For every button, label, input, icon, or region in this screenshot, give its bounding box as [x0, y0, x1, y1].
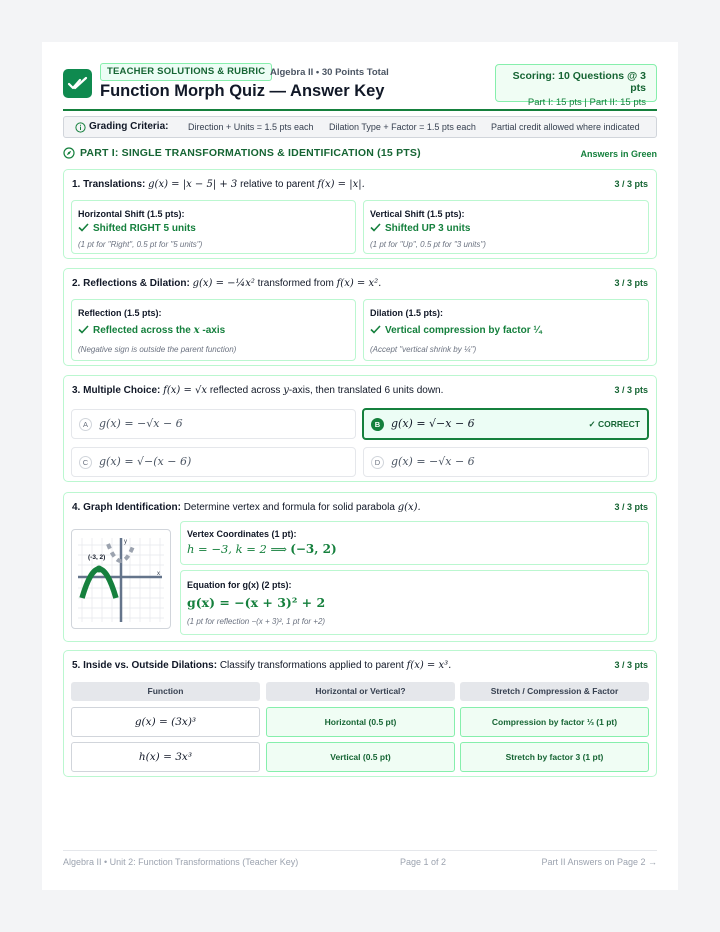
- svg-text:(-3, 2): (-3, 2): [88, 554, 106, 561]
- table-cell-function: g(x) = (3x)³: [71, 707, 260, 737]
- footer-course: Algebra II • Unit 2: Function Transformations (Teacher Key): [63, 857, 299, 867]
- question-3-points: 3 / 3 pts: [614, 385, 648, 395]
- criteria-item: Direction + Units = 1.5 pts each: [188, 122, 314, 132]
- vertex-values: h = −3, k = 2 ⟹: [187, 542, 287, 556]
- question-4-points: 3 / 3 pts: [614, 502, 648, 512]
- column-header: Function: [71, 682, 260, 701]
- question-1-card: [63, 169, 657, 259]
- column-header: Stretch / Compression & Factor: [460, 682, 649, 701]
- next-page-note: Part II Answers on Page 2 →: [541, 857, 657, 867]
- option-a: A g(x) = −√x − 6: [71, 409, 356, 439]
- check-icon: [78, 223, 89, 232]
- question-3-prompt: 3. Multiple Choice: f(x) = √x reflected across y-axis, then translated 6 units down.: [72, 385, 444, 396]
- table-cell-direction: Horizontal (0.5 pt): [266, 707, 455, 737]
- header-divider: [63, 109, 657, 111]
- option-c: C g(x) = √−(x − 6): [71, 447, 356, 477]
- question-5-card: [63, 650, 657, 777]
- criteria-item: Partial credit allowed where indicated: [491, 122, 640, 132]
- parabola-graph: [71, 529, 171, 629]
- option-d: D g(x) = −√x − 6: [363, 447, 649, 477]
- criteria-item: Dilation Type + Factor = 1.5 pts each: [329, 122, 476, 132]
- question-3-card: [63, 375, 657, 482]
- question-1-prompt: 1. Translations: g(x) = |x − 5| + 3 relative to parent f(x) = |x|.: [72, 179, 365, 190]
- course-info: Algebra II • 30 Points Total: [270, 67, 389, 78]
- check-icon: [78, 325, 89, 334]
- equation-answer-box: Equation for g(x) (2 pts): g(x) = −(x + 3)² + 2 (1 pt for reflection −(x + 3)², 1 pt for +2): [180, 570, 649, 635]
- document-title: Function Morph Quiz — Answer Key: [100, 82, 385, 100]
- vertex-answer-box: Vertex Coordinates (1 pt): h = −3, k = 2 ⟹ (−3, 2): [180, 521, 649, 565]
- table-cell-factor: Compression by factor ⅓ (1 pt): [460, 707, 649, 737]
- page-number: Page 1 of 2: [400, 857, 447, 867]
- question-4-prompt: 4. Graph Identification: Determine vertex and formula for solid parabola g(x).: [72, 502, 421, 513]
- teacher-badge: TEACHER SOLUTIONS & RUBRIC: [100, 63, 272, 81]
- question-4-card: [63, 492, 657, 642]
- svg-text:x: x: [157, 571, 160, 577]
- correct-tag: ✓ CORRECT: [588, 419, 640, 429]
- scoring-title: Scoring: 10 Questions @ 3 pts: [512, 70, 646, 94]
- answers-note: Answers in Green: [580, 149, 657, 159]
- solid-parabola: [82, 569, 116, 598]
- answer-key-page: [42, 42, 678, 890]
- double-check-logo-icon: [63, 69, 92, 98]
- question-5-points: 3 / 3 pts: [614, 660, 648, 670]
- question-2-card: [63, 268, 657, 366]
- compass-icon: [63, 147, 75, 159]
- vertex-point: [96, 566, 103, 573]
- info-icon: [75, 122, 86, 133]
- check-icon: [370, 325, 381, 334]
- question-5-prompt: 5. Inside vs. Outside Dilations: Classify transformations applied to parent f(x) = x³.: [72, 660, 452, 671]
- option-b-correct: B g(x) = √−x − 6 ✓ CORRECT: [362, 408, 649, 440]
- svg-text:y: y: [124, 539, 127, 545]
- part-one-title: PART I: SINGLE TRANSFORMATIONS & IDENTIFICATION (15 PTS): [80, 147, 421, 159]
- table-cell-function: h(x) = 3x³: [71, 742, 260, 772]
- check-icon: [370, 223, 381, 232]
- q2-reflection: Reflection (1.5 pts): Reflected across the x -axis (Negative sign is outside the parent function): [71, 299, 356, 361]
- q1-vertical-shift: Vertical Shift (1.5 pts): Shifted UP 3 units (1 pt for "Up", 0.5 pt for "3 units"): [363, 200, 649, 254]
- table-cell-direction: Vertical (0.5 pt): [266, 742, 455, 772]
- criteria-label: Grading Criteria:: [89, 121, 169, 132]
- q2-dilation: Dilation (1.5 pts): Vertical compression by factor ¼ (Accept "vertical shrink by ¼"): [363, 299, 649, 361]
- question-1-points: 3 / 3 pts: [614, 179, 648, 189]
- column-header: Horizontal or Vertical?: [266, 682, 455, 701]
- question-2-points: 3 / 3 pts: [614, 278, 648, 288]
- question-2-prompt: 2. Reflections & Dilation: g(x) = −¼x² transformed from f(x) = x².: [72, 278, 382, 289]
- scoring-box: [495, 64, 657, 108]
- equation-answer: g(x) = −(x + 3)² + 2: [187, 595, 326, 610]
- scoring-breakdown: Part I: 15 pts | Part II: 15 pts: [527, 97, 646, 108]
- footer-divider: [63, 850, 657, 851]
- q1-horizontal-shift: Horizontal Shift (1.5 pts): Shifted RIGHT 5 units (1 pt for "Right", 0.5 pt for "5 units"): [71, 200, 356, 254]
- vertex-answer: (−3, 2): [290, 542, 337, 556]
- grading-criteria-bar: [63, 116, 657, 138]
- table-cell-factor: Stretch by factor 3 (1 pt): [460, 742, 649, 772]
